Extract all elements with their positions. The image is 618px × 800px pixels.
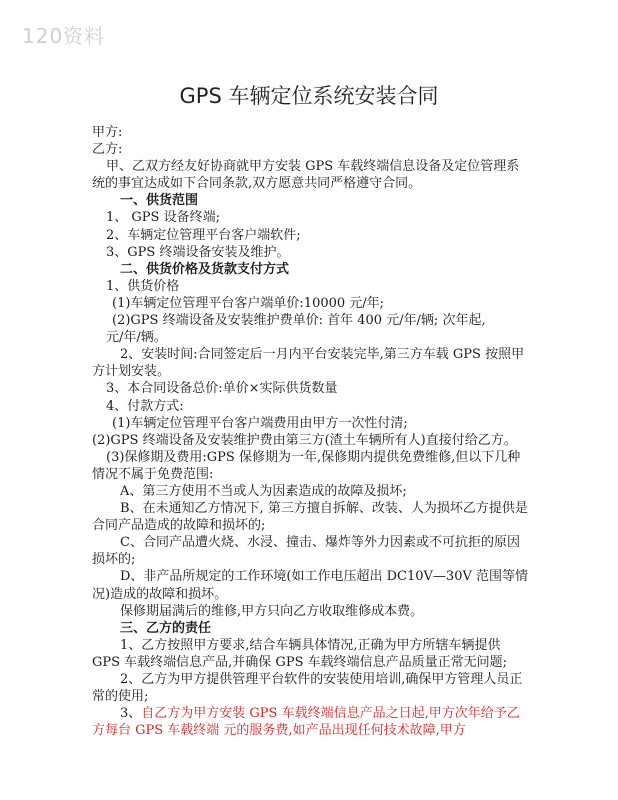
clause: 元/年/辆。 <box>106 330 167 346</box>
clause: C、合同产品遭火烧、水浸、撞击、爆炸等外力因素或不可抗拒的原因损坏的; <box>92 535 520 568</box>
section-heading: 三、乙方的责任 <box>120 620 212 636</box>
clause-number: 3、 <box>120 706 142 722</box>
section-heading: 一、供货范围 <box>120 193 199 209</box>
list-item: 1、 GPS 设备终端; <box>106 210 220 226</box>
clause-red <box>92 705 528 739</box>
clause: (2)GPS 终端设备及安装维护费由第三方(渣土车辆所有人)直接付给乙方。 <box>92 432 517 448</box>
watermark: 120资料 <box>22 24 106 48</box>
list-item: 3、GPS 终端设备安装及维护。 <box>106 244 290 260</box>
clause: 3、本合同设备总价:单价×实际供货数量 <box>106 381 338 397</box>
document-title: GPS 车辆定位系统安装合同 <box>179 84 439 108</box>
clause: 2、安装时间:合同签定后一月内平台安装完毕,第三方车载 GPS 按照甲方计划安装。 <box>92 347 525 380</box>
clause: 4、付款方式: <box>106 398 184 414</box>
clause: 1、供货价格 <box>106 278 180 294</box>
highlighted-text: 自乙方为甲方安装 GPS 车载终端信息产品之日起,甲方次年给予乙方每台 GPS 车载终端 元的服务费,如产品出现任何技术故障,甲方 <box>92 706 520 739</box>
clause: 1、乙方按照甲方要求,结合车辆具体情况,正确为甲方所辖车辆提供 GPS 车载终端信息产品,并确保 GPS 车载终端信息产品质量正常无问题; <box>92 637 507 670</box>
clause: A、第三方使用不当或人为因素造成的故障及损坏; <box>120 483 407 499</box>
clause: 保修期届满后的维修,甲方只向乙方收取维修成本费。 <box>120 603 424 619</box>
clause: (1)车辆定位管理平台客户端单价:10000 元/年; <box>112 295 385 311</box>
section-heading: 二、供货价格及货款支付方式 <box>120 261 290 277</box>
clause: (2)GPS 终端设备及安装维护费单价: 首年 400 元/年/辆; 次年起, <box>112 313 486 329</box>
clause: 2、乙方为甲方提供管理平台软件的安装使用培训,确保甲方管理人员正常的使用; <box>92 672 523 705</box>
party-b: 乙方: <box>92 142 123 158</box>
contract-body <box>92 124 528 739</box>
list-item: 2、车辆定位管理平台客户端软件; <box>106 227 301 243</box>
clause: (1)车辆定位管理平台客户端费用由甲方一次性付清; <box>112 415 408 431</box>
clause: (3)保修期及费用:GPS 保修期为一年,保修期内提供免费维修,但以下几种情况不属于免费范围: <box>92 449 521 482</box>
clause: D、非产品所规定的工作环境(如工作电压超出 DC10V—30V 范围等情况)造成的故障和损坏。 <box>92 569 528 602</box>
party-a: 甲方: <box>92 125 123 140</box>
intro-paragraph: 甲、乙双方经友好协商就甲方安装 GPS 车载终端信息设备及定位管理系统的事宜达成如下合同条款,双方愿意共同严格遵守合同。 <box>92 159 520 192</box>
clause: B、在未通知乙方情况下, 第三方擅自拆解、改装、人为损坏乙方提供是合同产品造成的故障和损坏的; <box>92 501 528 534</box>
